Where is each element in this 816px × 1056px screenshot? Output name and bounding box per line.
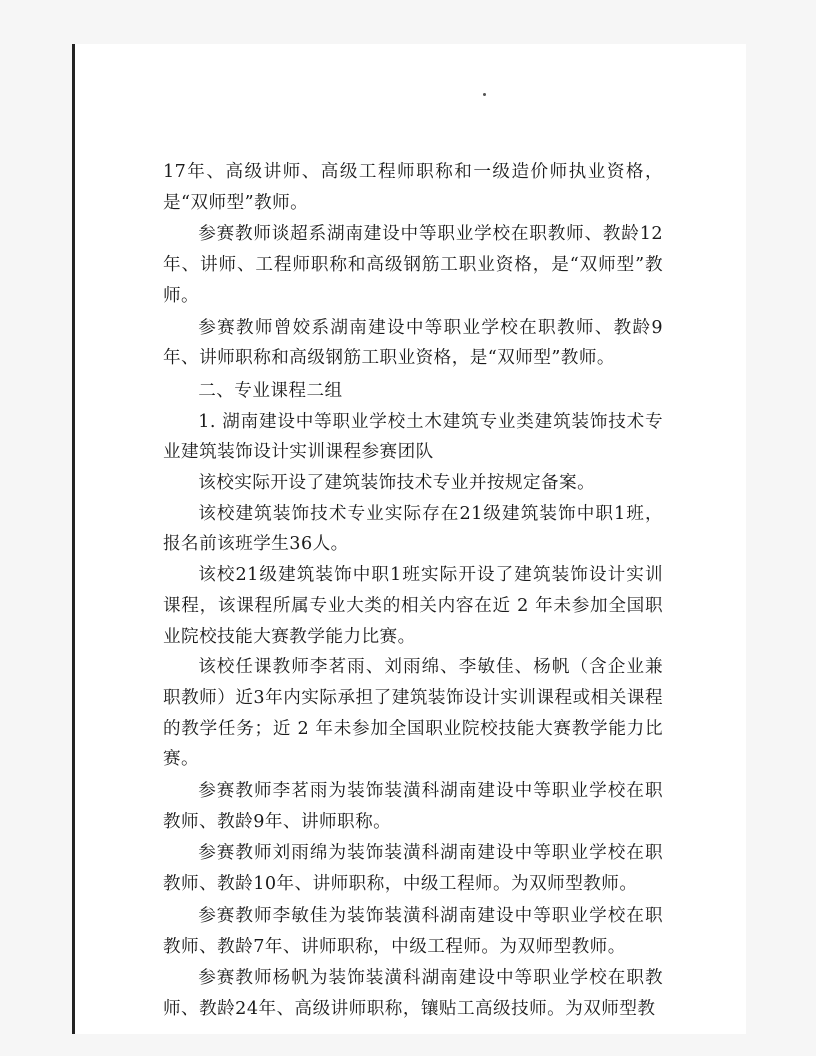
paragraph-teacher-tan: 参赛教师谈超系湖南建设中等职业学校在职教师、教龄12年、讲师、工程师职称和高级钢筋工职业资格，是“双师型”教师。: [163, 224, 663, 306]
document-body: [163, 157, 663, 1025]
paragraph-course: 该校21级建筑装饰中职1班实际开设了建筑装饰设计实训课程，该课程所属专业大类的相关内容在近 2 年未参加全国职业院校技能大赛教学能力比赛。: [163, 565, 663, 647]
scan-speck: [483, 93, 486, 96]
paragraph-teacher-li-minjia: 参赛教师李敏佳为装饰装潢科湖南建设中等职业学校在职教师、教龄7年、讲师职称，中级工程师。为双师型教师。: [163, 905, 663, 957]
section-heading: 二、专业课程二组: [198, 380, 343, 401]
paragraph-teacher-zeng: 参赛教师曾姣系湖南建设中等职业学校在职教师、教龄9年、讲师职称和高级钢筋工职业资格，是“双师型”教师。: [163, 317, 663, 369]
subsection-heading: 1. 湖南建设中等职业学校土木建筑专业类建筑装饰技术专业建筑装饰设计实训课程参赛团队: [163, 411, 663, 463]
paragraph-teachers: 该校任课教师李茗雨、刘雨绵、李敏佳、杨帆（含企业兼职教师）近3年内实际承担了建筑装饰设计实训课程或相关课程的教学任务；近 2 年未参加全国职业院校技能大赛教学能力比赛。: [163, 657, 663, 770]
paragraph-teacher-liu: 参赛教师刘雨绵为装饰装潢科湖南建设中等职业学校在职教师、教龄10年、讲师职称，中级工程师。为双师型教师。: [163, 843, 663, 895]
paragraph-major-filed: 该校实际开设了建筑装饰技术专业并按规定备案。: [198, 473, 596, 494]
scan-edge-line: [72, 44, 75, 1034]
paragraph-continued: 17年、高级讲师、高级工程师职称和一级造价师执业资格，是“双师型”教师。: [163, 162, 663, 213]
paragraph-class-size: 该校建筑装饰技术专业实际存在21级建筑装饰中职1班，报名前该班学生36人。: [163, 503, 663, 555]
paragraph-teacher-li-mingyu: 参赛教师李茗雨为装饰装潢科湖南建设中等职业学校在职教师、教龄9年、讲师职称。: [163, 781, 663, 832]
paragraph-teacher-yang: 参赛教师杨帆为装饰装潢科湖南建设中等职业学校在职教师、教龄24年、高级讲师职称，镶贴工高级技师。为双师型教: [163, 968, 663, 1019]
